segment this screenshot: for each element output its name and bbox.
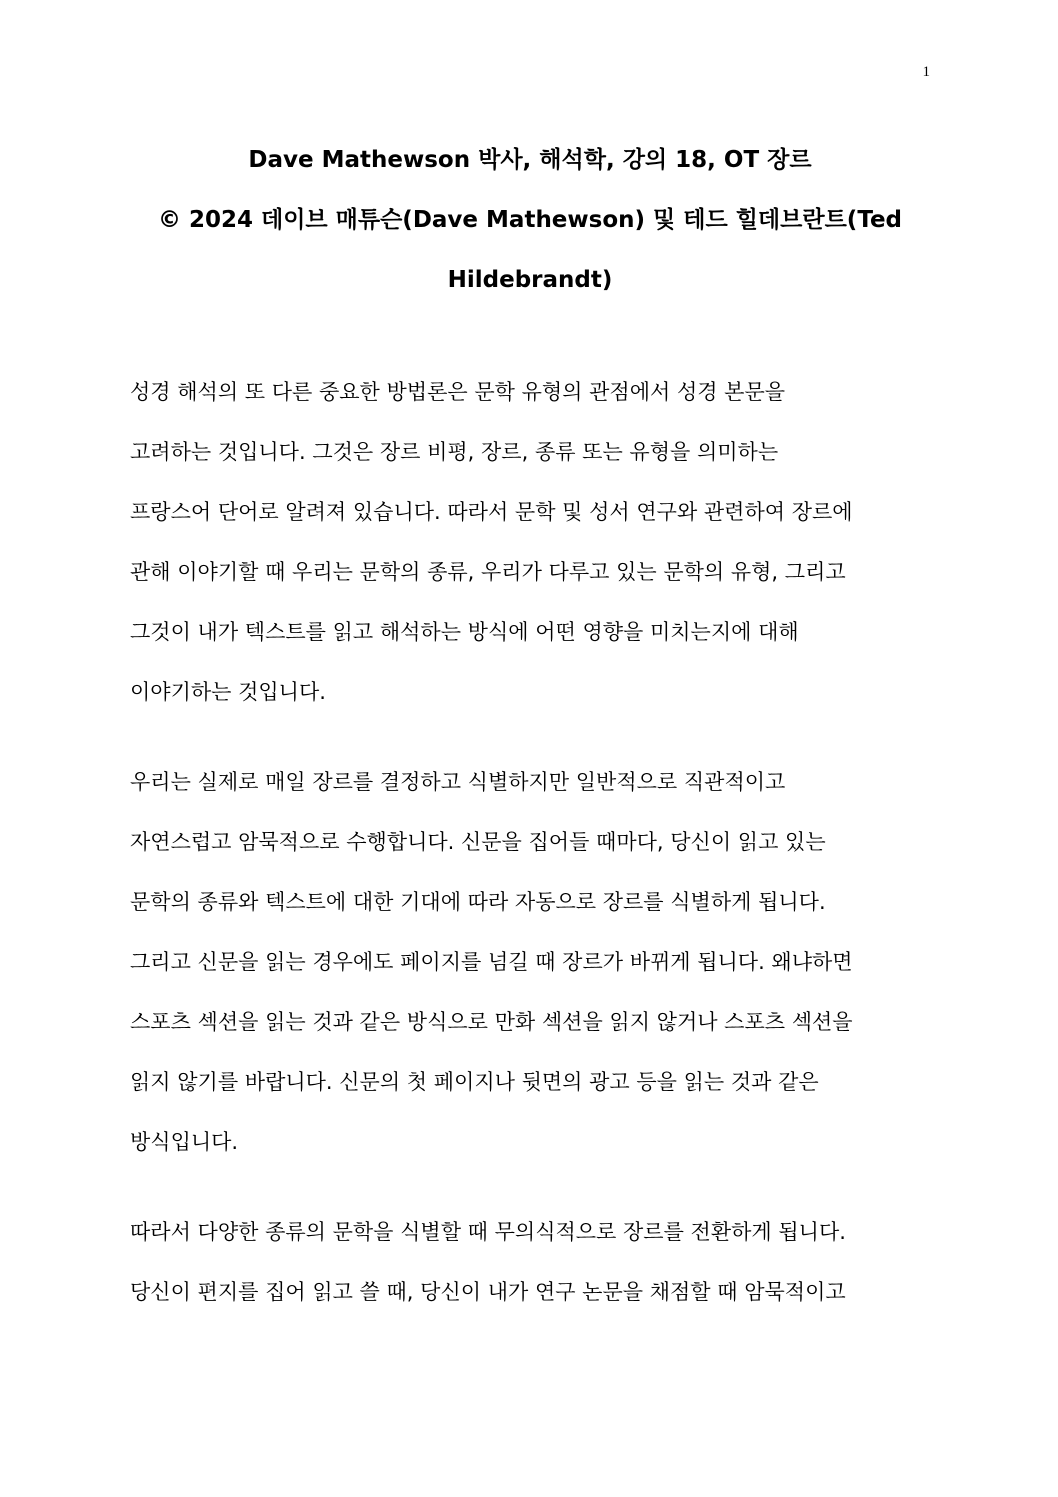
text-line: 스포츠 섹션을 읽는 것과 같은 방식으로 만화 섹션을 읽지 않거나 스포츠 섹션을 (130, 1010, 853, 1034)
text-line: 문학의 종류와 텍스트에 대한 기대에 따라 자동으로 장르를 식별하게 됩니다. (130, 890, 826, 914)
text-line: 방식입니다. (130, 1130, 239, 1154)
document-body (130, 362, 930, 1352)
paragraph-1 (130, 362, 930, 722)
text-line: 따라서 다양한 종류의 문학을 식별할 때 무의식적으로 장르를 전환하게 됩니다. (130, 1220, 846, 1244)
text-line: 고려하는 것입니다. 그것은 장르 비평, 장르, 종류 또는 유형을 의미하는 (130, 440, 779, 464)
text-line: 그것이 내가 텍스트를 읽고 해석하는 방식에 어떤 영향을 미치는지에 대해 (130, 620, 799, 644)
page-number: 1 (922, 64, 930, 80)
text-line: 자연스럽고 암묵적으로 수행합니다. 신문을 집어들 때마다, 당신이 읽고 있는 (130, 830, 826, 854)
text-line: 성경 해석의 또 다른 중요한 방법론은 문학 유형의 관점에서 성경 본문을 (130, 380, 786, 404)
text-line: 프랑스어 단어로 알려져 있습니다. 따라서 문학 및 성서 연구와 관련하여 장르에 (130, 500, 853, 524)
title-line-2: © 2024 데이브 매튜슨(Dave Mathewson) 및 테드 힐데브란트(Ted (157, 207, 903, 233)
text-line: 관해 이야기할 때 우리는 문학의 종류, 우리가 다루고 있는 문학의 유형, 그리고 (130, 560, 846, 584)
text-line: 우리는 실제로 매일 장르를 결정하고 식별하지만 일반적으로 직관적이고 (130, 770, 786, 794)
text-line: 읽지 않기를 바랍니다. 신문의 첫 페이지나 뒷면의 광고 등을 읽는 것과 같은 (130, 1070, 819, 1094)
text-line: 당신이 편지를 집어 읽고 쓸 때, 당신이 내가 연구 논문을 채점할 때 암묵적이고 (130, 1280, 846, 1304)
text-line: 그리고 신문을 읽는 경우에도 페이지를 넘길 때 장르가 바뀌게 됩니다. 왜냐하면 (130, 950, 853, 974)
title-line-1: Dave Mathewson 박사, 해석학, 강의 18, OT 장르 (248, 147, 812, 173)
title-line-3: Hildebrandt) (447, 267, 613, 293)
paragraph-3 (130, 1202, 930, 1322)
document-title (110, 130, 950, 310)
paragraph-2 (130, 752, 930, 1172)
text-line: 이야기하는 것입니다. (130, 680, 326, 704)
